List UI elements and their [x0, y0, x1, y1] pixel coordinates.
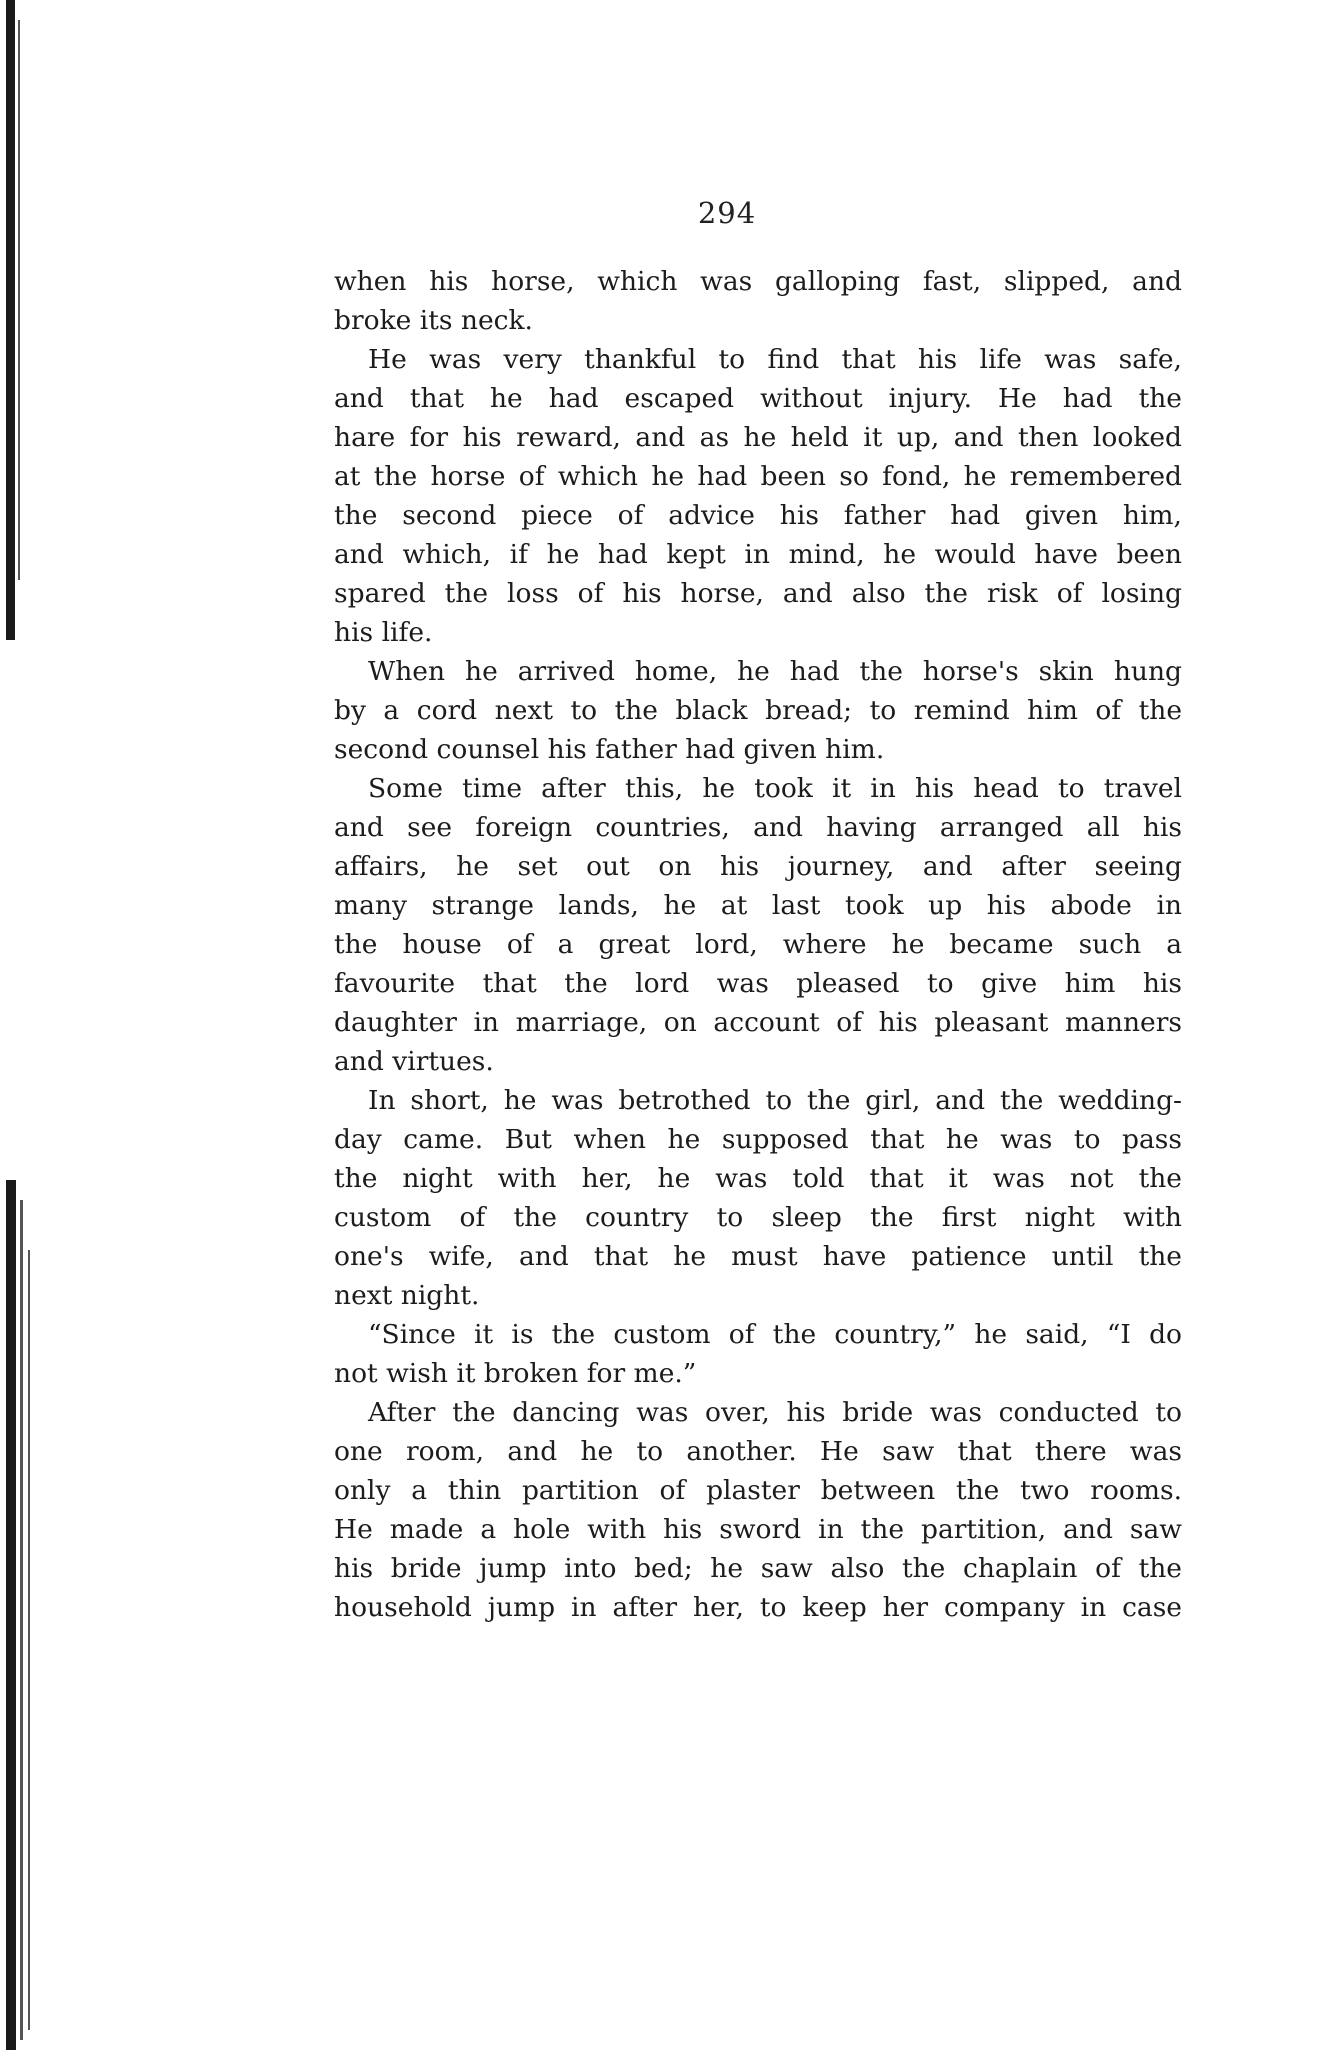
- text-line: He made a hole with his sword in the partition, and saw: [334, 1514, 1182, 1545]
- text-line: one's wife, and that he must have patience until the: [334, 1241, 1182, 1272]
- text-line: and which, if he had kept in mind, he would have been: [334, 539, 1182, 570]
- text-line: and see foreign countries, and having arranged all his: [334, 812, 1182, 843]
- text-line: and that he had escaped without injury. He had the: [334, 383, 1182, 414]
- text-line: many strange lands, he at last took up his abode in: [334, 890, 1182, 921]
- text-line: hare for his reward, and as he held it up, and then looked: [334, 422, 1182, 453]
- text-line: day came. But when he supposed that he was to pass: [334, 1124, 1182, 1155]
- text-line: the night with her, he was told that it was not the: [334, 1163, 1182, 1194]
- text-line: one room, and he to another. He saw that there was: [334, 1436, 1182, 1467]
- text-line: second counsel his father had given him.: [334, 734, 885, 765]
- text-line: when his horse, which was galloping fast, slipped, and: [334, 266, 1182, 297]
- text-line: by a cord next to the black bread; to remind him of the: [334, 695, 1182, 726]
- page-number: 294: [697, 196, 757, 230]
- text-line: and virtues.: [334, 1046, 494, 1077]
- text-line: not wish it broken for me.”: [334, 1358, 697, 1389]
- text-line: only a thin partition of plaster between the two rooms.: [334, 1475, 1182, 1506]
- text-line: broke its neck.: [334, 305, 533, 336]
- body-text: [334, 262, 1182, 1627]
- text-line: daughter in marriage, on account of his pleasant manners: [334, 1007, 1182, 1038]
- text-line: Some time after this, he took it in his head to travel: [368, 773, 1182, 804]
- text-line: In short, he was betrothed to the girl, and the wedding-: [368, 1085, 1182, 1116]
- text-line: the house of a great lord, where he became such a: [334, 929, 1182, 960]
- text-line: He was very thankful to find that his life was safe,: [368, 344, 1182, 375]
- scanned-binding-edge: [6, 0, 32, 2050]
- text-line: his life.: [334, 617, 433, 648]
- text-line: spared the loss of his horse, and also the risk of losing: [334, 578, 1182, 609]
- text-line: household jump in after her, to keep her company in case: [334, 1592, 1182, 1623]
- text-line: favourite that the lord was pleased to give him his: [334, 968, 1182, 999]
- text-line: “Since it is the custom of the country,” he said, “I do: [368, 1319, 1182, 1350]
- text-line: When he arrived home, he had the horse's skin hung: [368, 656, 1182, 687]
- text-line: next night.: [334, 1280, 480, 1311]
- text-line: custom of the country to sleep the first night with: [334, 1202, 1182, 1233]
- text-line: at the horse of which he had been so fond, he remembered: [334, 461, 1182, 492]
- text-line: his bride jump into bed; he saw also the chaplain of the: [334, 1553, 1182, 1584]
- text-line: affairs, he set out on his journey, and after seeing: [334, 851, 1182, 882]
- text-line: After the dancing was over, his bride was conducted to: [368, 1397, 1182, 1428]
- text-line: the second piece of advice his father had given him,: [334, 500, 1182, 531]
